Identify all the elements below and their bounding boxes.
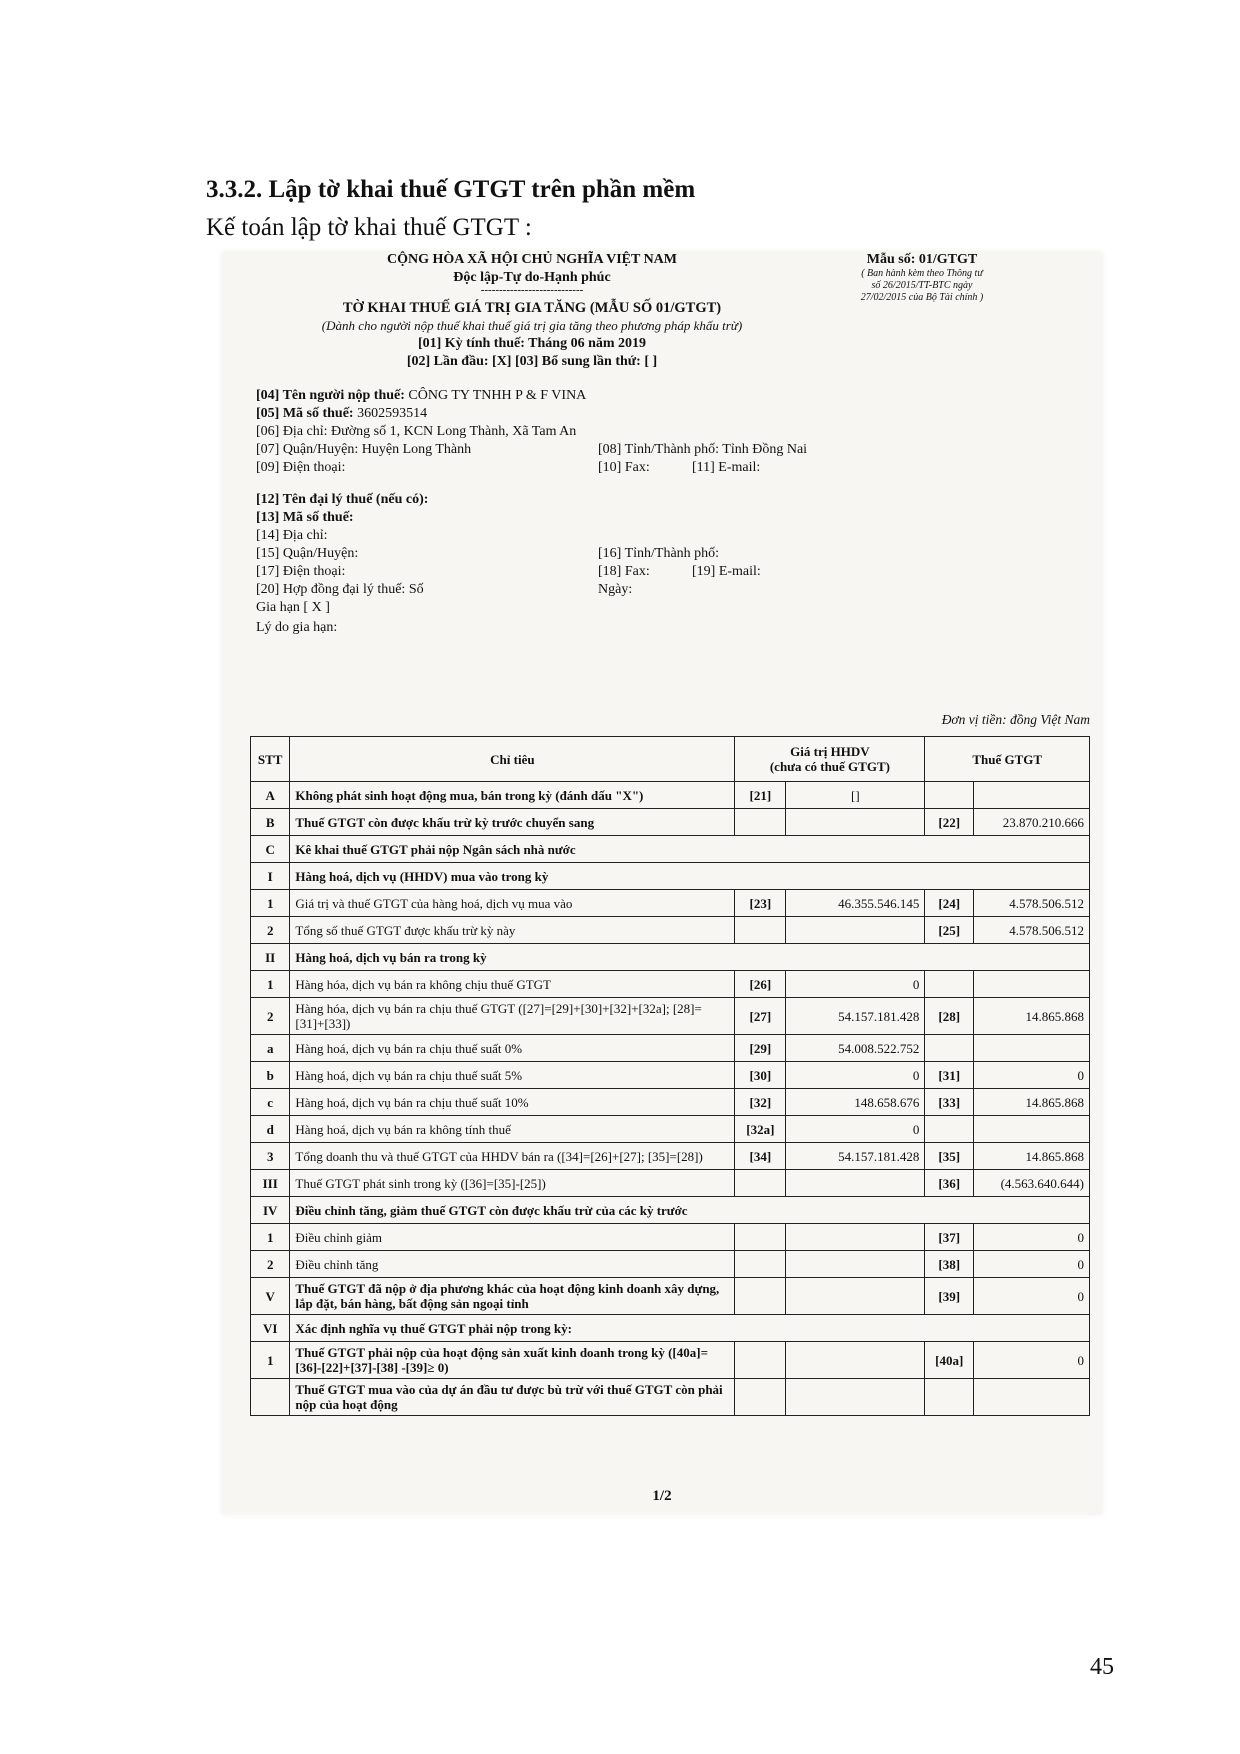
row-value: 54.157.181.428 (786, 998, 925, 1035)
row-code-value: [29] (735, 1035, 786, 1062)
field-05-label: [05] Mã số thuế: (256, 406, 354, 421)
row-code-vat: [28] (925, 998, 974, 1035)
section-subheading: Kế toán lập tờ khai thuế GTGT : (206, 214, 532, 241)
row-label: Xác định nghĩa vụ thuế GTGT phải nộp trong kỳ: (290, 1315, 1090, 1342)
row-value: 0 (786, 971, 925, 998)
form-note-3: 27/02/2015 của Bộ Tài chính ) (860, 292, 984, 303)
table-row (251, 1143, 1090, 1170)
row-stt: C (251, 836, 290, 863)
row-code-vat (925, 1035, 974, 1062)
row-stt: d (251, 1116, 290, 1143)
form-title: TỜ KHAI THUẾ GIÁ TRỊ GIA TĂNG (MẪU SỐ 01/GTGT) (342, 300, 722, 316)
table-row (251, 1035, 1090, 1062)
row-value (786, 809, 925, 836)
table-row (251, 1278, 1090, 1315)
field-08: [08] Tỉnh/Thành phố: Tỉnh Đồng Nai (598, 442, 808, 457)
row-stt: IV (251, 1197, 290, 1224)
row-code-value (735, 1224, 786, 1251)
table-row (251, 863, 1090, 890)
form-subtitle: (Dành cho người nộp thuế khai thuế giá trị gia tăng theo phương pháp khấu trừ) (321, 318, 743, 333)
table-row (251, 917, 1090, 944)
field-09: [09] Điện thoại: (256, 460, 346, 475)
row-vat: 4.578.506.512 (974, 890, 1090, 917)
row-code-value: [34] (735, 1143, 786, 1170)
row-stt: 1 (251, 1342, 290, 1379)
page-number: 45 (1090, 1654, 1114, 1680)
table-header-row (251, 737, 1090, 782)
field-05-value: 3602593514 (357, 406, 428, 421)
row-label: Hàng hoá, dịch vụ bán ra chịu thuế suất 10% (290, 1089, 735, 1116)
field-13: [13] Mã số thuế: (256, 510, 354, 525)
table-row (251, 944, 1090, 971)
row-code-value: [30] (735, 1062, 786, 1089)
field-20-date: Ngày: (598, 582, 633, 597)
row-value (786, 1278, 925, 1315)
row-code-vat: [25] (925, 917, 974, 944)
row-label: Tổng doanh thu và thuế GTGT của HHDV bán ra ([34]=[26]+[27]; [35]=[28]) (290, 1143, 735, 1170)
row-code-value (735, 917, 786, 944)
table-row (251, 1224, 1090, 1251)
form-republic: CỘNG HÒA XÃ HỘI CHỦ NGHĨA VIỆT NAM (386, 252, 677, 267)
tax-declaration-table (250, 736, 1090, 1416)
table-row (251, 1251, 1090, 1278)
row-stt (251, 1379, 290, 1416)
field-19: [19] E-mail: (692, 564, 761, 579)
row-code-value (735, 1251, 786, 1278)
row-code-value (735, 809, 786, 836)
row-label: Giá trị và thuế GTGT của hàng hoá, dịch vụ mua vào (290, 890, 735, 917)
row-value: 0 (786, 1062, 925, 1089)
row-stt: b (251, 1062, 290, 1089)
row-code-vat: [37] (925, 1224, 974, 1251)
row-label: Hàng hoá, dịch vụ bán ra chịu thuế suất 5% (290, 1062, 735, 1089)
row-vat: (4.563.640.644) (974, 1170, 1090, 1197)
row-code-value (735, 1342, 786, 1379)
field-16: [16] Tỉnh/Thành phố: (598, 546, 720, 561)
row-label: Không phát sinh hoạt động mua, bán trong kỳ (đánh dấu "X") (290, 782, 735, 809)
row-label: Điều chỉnh giảm (290, 1224, 735, 1251)
form-number: Mẫu số: 01/GTGT (866, 252, 978, 267)
row-vat: 0 (974, 1251, 1090, 1278)
row-label: Hàng hoá, dịch vụ bán ra không tính thuế (290, 1116, 735, 1143)
form-motto: Độc lập-Tự do-Hạnh phúc (453, 270, 611, 285)
row-code-vat (925, 1379, 974, 1416)
row-label: Kê khai thuế GTGT phải nộp Ngân sách nhà nước (290, 836, 1090, 863)
field-06: [06] Địa chỉ: Đường số 1, KCN Long Thành, Xã Tam An (256, 424, 577, 439)
row-label: Thuế GTGT mua vào của dự án đầu tư được bù trừ với thuế GTGT còn phải nộp của hoạt động (290, 1379, 735, 1416)
row-stt: 3 (251, 1143, 290, 1170)
row-code-vat (925, 971, 974, 998)
row-label: Tổng số thuế GTGT được khấu trừ kỳ này (290, 917, 735, 944)
row-value (786, 917, 925, 944)
row-code-vat: [22] (925, 809, 974, 836)
table-row (251, 1379, 1090, 1416)
field-10: [10] Fax: (598, 460, 650, 475)
row-vat: 14.865.868 (974, 998, 1090, 1035)
row-label: Thuế GTGT đã nộp ở địa phương khác của hoạt động kinh doanh xây dựng, lắp đặt, bán hàng, bất động sản ngoại tỉnh (290, 1278, 735, 1315)
row-label: Điều chỉnh tăng, giảm thuế GTGT còn được khấu trừ của các kỳ trước (290, 1197, 1090, 1224)
row-value (786, 1170, 925, 1197)
extension-reason: Lý do gia hạn: (256, 620, 338, 635)
row-value: 54.008.522.752 (786, 1035, 925, 1062)
row-vat: 0 (974, 1224, 1090, 1251)
row-stt: c (251, 1089, 290, 1116)
row-vat (974, 1035, 1090, 1062)
row-code-vat: [39] (925, 1278, 974, 1315)
row-vat: 23.870.210.666 (974, 809, 1090, 836)
row-value (786, 1379, 925, 1416)
field-12: [12] Tên đại lý thuế (nếu có): (256, 492, 429, 507)
row-vat (974, 1116, 1090, 1143)
row-label: Thuế GTGT còn được khấu trừ kỳ trước chuyển sang (290, 809, 735, 836)
row-stt: 1 (251, 1224, 290, 1251)
extension: Gia hạn [ X ] (256, 600, 330, 615)
row-label: Hàng hoá, dịch vụ bán ra chịu thuế suất 0% (290, 1035, 735, 1062)
table-row (251, 809, 1090, 836)
field-14: [14] Địa chỉ: (256, 528, 328, 543)
row-code-vat: [40a] (925, 1342, 974, 1379)
table-row (251, 1170, 1090, 1197)
row-vat: 0 (974, 1062, 1090, 1089)
header-value-line1: Giá trị HHDV (790, 744, 870, 759)
row-code-vat: [31] (925, 1062, 974, 1089)
table-row (251, 1089, 1090, 1116)
field-04-label: [04] Tên người nộp thuế: (256, 388, 405, 403)
section-heading: 3.3.2. Lập tờ khai thuế GTGT trên phần mềm (206, 176, 696, 203)
form-note-1: ( Ban hành kèm theo Thông tư (861, 268, 983, 279)
row-code-value: [27] (735, 998, 786, 1035)
row-vat (974, 971, 1090, 998)
table-row (251, 971, 1090, 998)
row-vat: 4.578.506.512 (974, 917, 1090, 944)
form-period: [01] Kỳ tính thuế: Tháng 06 năm 2019 (417, 336, 647, 351)
row-code-value: [32a] (735, 1116, 786, 1143)
row-value: 46.355.546.145 (786, 890, 925, 917)
row-vat: 14.865.868 (974, 1089, 1090, 1116)
row-label: Hàng hóa, dịch vụ bán ra không chịu thuế GTGT (290, 971, 735, 998)
row-code-vat (925, 1116, 974, 1143)
row-stt: 2 (251, 1251, 290, 1278)
row-label: Thuế GTGT phát sinh trong kỳ ([36]=[35]-[25]) (290, 1170, 735, 1197)
row-value: 148.658.676 (786, 1089, 925, 1116)
field-07: [07] Quận/Huyện: Huyện Long Thành (256, 442, 472, 457)
row-value: 54.157.181.428 (786, 1143, 925, 1170)
table-row (251, 998, 1090, 1035)
row-code-value: [23] (735, 890, 786, 917)
form-note-2: số 26/2015/TT-BTC ngày (871, 280, 973, 291)
row-code-vat: [38] (925, 1251, 974, 1278)
field-15: [15] Quận/Huyện: (256, 546, 359, 561)
table-row (251, 1116, 1090, 1143)
table-row (251, 1315, 1090, 1342)
row-stt: 1 (251, 890, 290, 917)
table-row (251, 1342, 1090, 1379)
row-label: Hàng hoá, dịch vụ (HHDV) mua vào trong kỳ (290, 863, 1090, 890)
row-stt: B (251, 809, 290, 836)
row-label: Điều chỉnh tăng (290, 1251, 735, 1278)
row-vat (974, 1379, 1090, 1416)
header-criteria: Chỉ tiêu (290, 737, 735, 782)
row-value (786, 1251, 925, 1278)
header-vat: Thuế GTGT (925, 737, 1090, 782)
row-stt: V (251, 1278, 290, 1315)
row-code-value: [21] (735, 782, 786, 809)
row-stt: II (251, 944, 290, 971)
field-04-value: CÔNG TY TNHH P & F VINA (408, 388, 587, 403)
scanned-tax-form (222, 252, 1102, 1514)
table-row (251, 836, 1090, 863)
row-code-vat: [36] (925, 1170, 974, 1197)
row-vat: 0 (974, 1278, 1090, 1315)
header-stt: STT (251, 737, 290, 782)
table-row (251, 1062, 1090, 1089)
row-stt: I (251, 863, 290, 890)
field-20: [20] Hợp đồng đại lý thuế: Số (256, 582, 424, 597)
currency-unit: Đơn vị tiền: đồng Việt Nam (941, 712, 1090, 727)
row-label: Thuế GTGT phải nộp của hoạt động sản xuất kinh doanh trong kỳ ([40a]=[36]-[22]+[37]-[38] -[39]≥ 0) (290, 1342, 735, 1379)
row-code-vat: [24] (925, 890, 974, 917)
row-vat: 0 (974, 1342, 1090, 1379)
field-11: [11] E-mail: (692, 460, 761, 475)
row-label: Hàng hoá, dịch vụ bán ra trong kỳ (290, 944, 1090, 971)
header-value (735, 737, 925, 782)
row-vat (974, 782, 1090, 809)
row-value (786, 1224, 925, 1251)
row-value: 0 (786, 1116, 925, 1143)
row-stt: 1 (251, 971, 290, 998)
row-value: [] (786, 782, 925, 809)
row-stt: III (251, 1170, 290, 1197)
row-stt: 2 (251, 998, 290, 1035)
table-row (251, 890, 1090, 917)
field-18: [18] Fax: (598, 564, 650, 579)
row-code-vat: [35] (925, 1143, 974, 1170)
row-code-value: [26] (735, 971, 786, 998)
row-code-value (735, 1278, 786, 1315)
row-code-vat (925, 782, 974, 809)
row-code-value (735, 1379, 786, 1416)
row-label: Hàng hóa, dịch vụ bán ra chịu thuế GTGT ([27]=[29]+[30]+[32]+[32a]; [28]=[31]+[33]) (290, 998, 735, 1035)
form-first-submission: [02] Lần đầu: [X] [03] Bổ sung lần thứ: [ ] (406, 354, 658, 369)
row-value (786, 1342, 925, 1379)
form-page-indicator: 1/2 (652, 1488, 672, 1504)
form-divider: ---------------------------- (480, 284, 584, 296)
header-value-line2: (chưa có thuế GTGT) (769, 759, 890, 774)
row-vat: 14.865.868 (974, 1143, 1090, 1170)
row-code-value (735, 1170, 786, 1197)
row-stt: a (251, 1035, 290, 1062)
row-stt: A (251, 782, 290, 809)
table-row (251, 1197, 1090, 1224)
row-stt: 2 (251, 917, 290, 944)
table-row (251, 782, 1090, 809)
field-17: [17] Điện thoại: (256, 564, 346, 579)
row-stt: VI (251, 1315, 290, 1342)
row-code-value: [32] (735, 1089, 786, 1116)
row-code-vat: [33] (925, 1089, 974, 1116)
